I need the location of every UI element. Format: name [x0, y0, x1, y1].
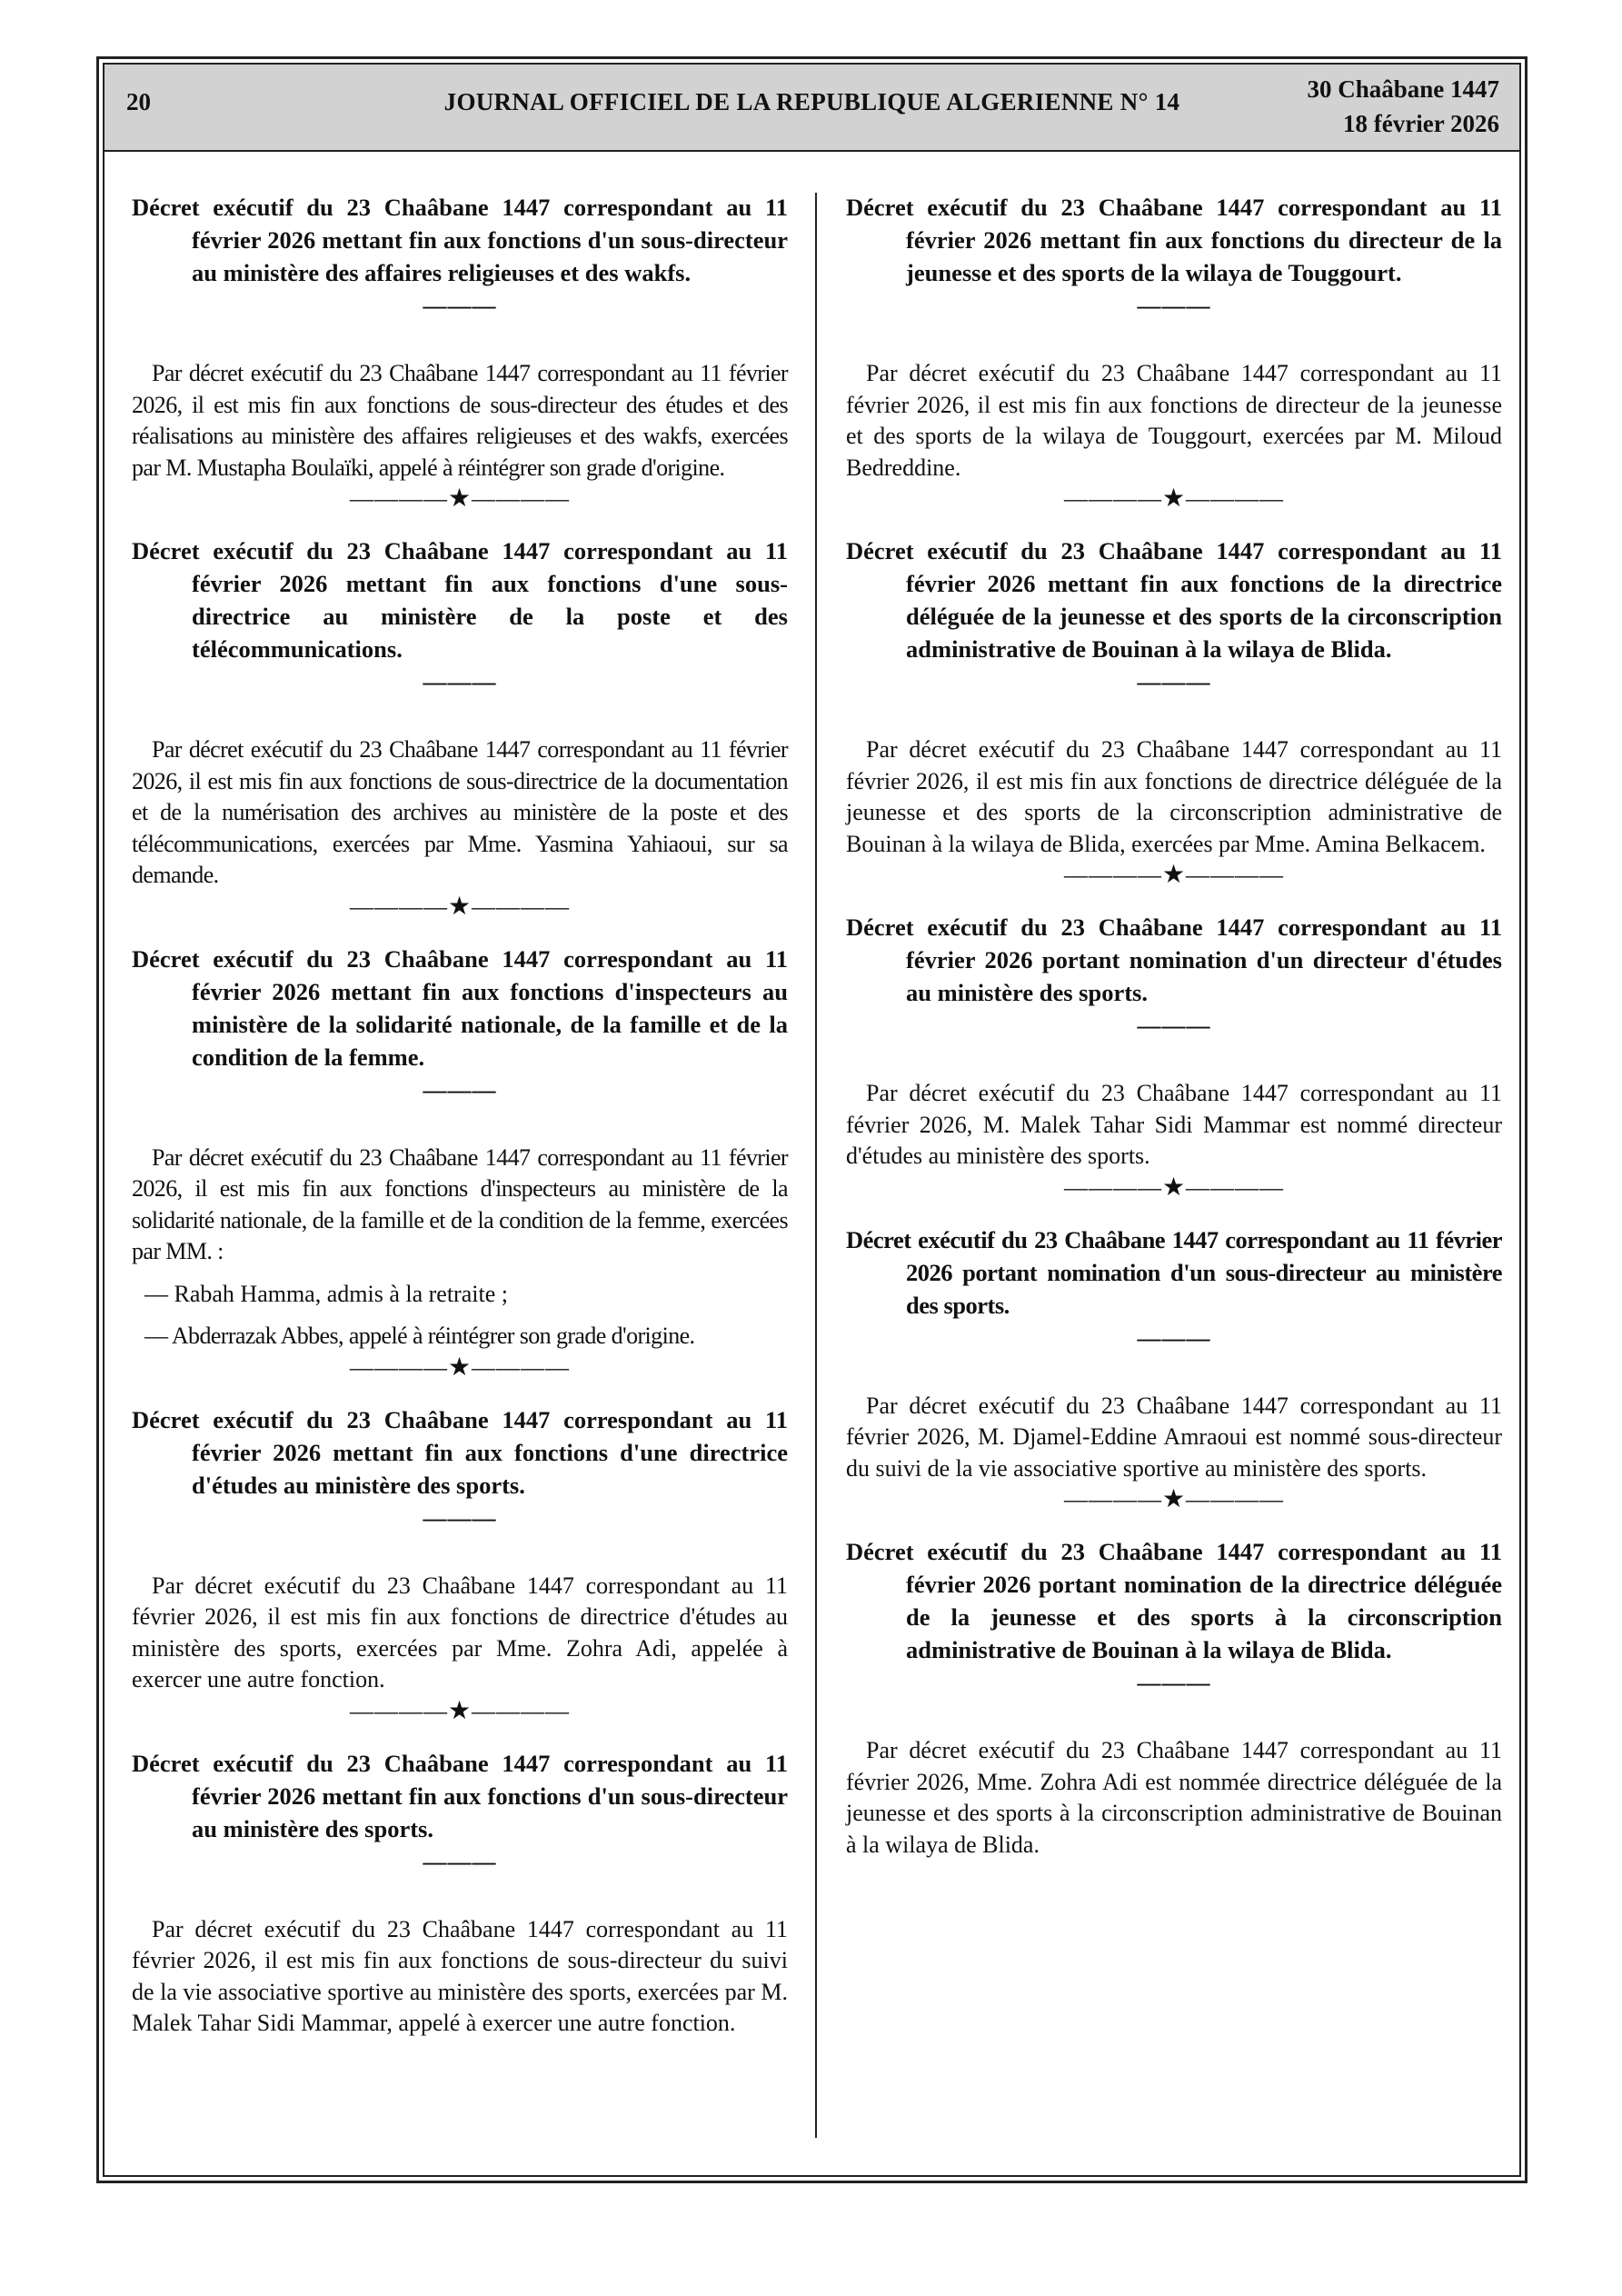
- title-dash: ———: [423, 1848, 497, 1875]
- separator-line: ————: [1063, 485, 1162, 512]
- decree-body: Par décret exécutif du 23 Chaâbane 1447 correspondant au 11 février 2026, M. Djamel-Eddine Amraoui est nommé sous-directeur du suivi de la vie associative sportive au ministère des sports.: [846, 1392, 1502, 1482]
- title-dash: ———: [1137, 1670, 1211, 1696]
- separator-line: ————: [349, 485, 448, 512]
- decree-body: Par décret exécutif du 23 Chaâbane 1447 correspondant au 11 février 2026, Mme. Zohra Adi est nommée directrice déléguée de la jeunesse et des sports à la circonscription administrative de Bouinan à la wilaya de Blida.: [846, 1737, 1502, 1858]
- separator-line: ————: [1186, 1486, 1285, 1512]
- decree-separator: [132, 1698, 788, 1725]
- decree-separator: [846, 1174, 1502, 1202]
- separator-line: ————: [472, 485, 571, 512]
- separator-line: ————: [1063, 1486, 1162, 1512]
- decree-body: Par décret exécutif du 23 Chaâbane 1447 correspondant au 11 février 2026, il est mis fin aux fonctions de directrice déléguée de la jeunesse et des sports de la circonscription administrative de Bouinan à la wilaya de Blida, exercées par Mme. Amina Belkacem.: [846, 736, 1502, 857]
- separator-line: ————: [1186, 862, 1285, 888]
- star-icon: ★: [1161, 1173, 1187, 1202]
- page-number: 20: [126, 88, 151, 115]
- left-column: [132, 191, 788, 2040]
- decree: [846, 1535, 1502, 1861]
- decree-body: Par décret exécutif du 23 Chaâbane 1447 correspondant au 11 février 2026, il est mis fin aux fonctions d'inspecteurs au ministère de la solidarité nationale, de la famille et de la condition de la femme, exercées par MM. :: [132, 1143, 788, 1264]
- decree-separator: [846, 862, 1502, 889]
- decree-title: Décret exécutif du 23 Chaâbane 1447 correspondant au 11 février 2026 portant nomination d'un directeur d'études au ministère des sports.: [846, 913, 1502, 1006]
- decree: [132, 1403, 788, 1696]
- star-icon: ★: [447, 1353, 473, 1382]
- title-dash: ———: [1137, 1013, 1211, 1039]
- title-dash: ———: [1137, 1324, 1211, 1352]
- decree-title: Décret exécutif du 23 Chaâbane 1447 correspondant au 11 février 2026 mettant fin aux fonctions d'inspecteurs au ministère de la solidarité nationale, de la famille et de la condition de la femme.: [132, 944, 788, 1071]
- title-dash: ———: [423, 293, 497, 319]
- decree-body: Par décret exécutif du 23 Chaâbane 1447 correspondant au 11 février 2026, M. Malek Tahar Sidi Mammar est nommé directeur d'études au ministère des sports.: [846, 1080, 1502, 1169]
- decree-body: Par décret exécutif du 23 Chaâbane 1447 correspondant au 11 février 2026, il est mis fin aux fonctions de sous-directrice de la documentation et de la numérisation des archives au ministère de la poste et des télécommunications, exercées par Mme. Yasmina Yahiaoui, sur sa demande.: [132, 736, 788, 888]
- separator-line: ————: [349, 1697, 448, 1724]
- decree-title: Décret exécutif du 23 Chaâbane 1447 correspondant au 11 février 2026 mettant fin aux fonctions d'un sous-directeur au ministère des affaires religieuses et des wakfs.: [132, 194, 788, 286]
- title-dash: ———: [1137, 293, 1211, 319]
- date-gregorian: 18 février 2026: [1343, 110, 1499, 137]
- list-item: — Rabah Hamma, admis à la retraite ;: [144, 1280, 508, 1307]
- decree: [846, 534, 1502, 860]
- decree-title: Décret exécutif du 23 Chaâbane 1447 correspondant au 11 février 2026 portant nomination de la directrice déléguée de la jeunesse et des sports à la circonscription administrative de Bouinan à la wilaya de Blida.: [846, 1538, 1502, 1663]
- title-dash: ———: [423, 1076, 497, 1103]
- decree-title: Décret exécutif du 23 Chaâbane 1447 correspondant au 11 février 2026 mettant fin aux fonctions d'un sous-directeur au ministère des sports.: [132, 1749, 788, 1842]
- separator-line: ————: [472, 893, 571, 920]
- title-dash: ———: [423, 669, 497, 695]
- column-divider: [815, 193, 817, 2138]
- decree-title: Décret exécutif du 23 Chaâbane 1447 correspondant au 11 février 2026 portant nomination d'un sous-directeur au ministère des sports.: [846, 1225, 1502, 1319]
- decree: [132, 943, 788, 1353]
- decree-body: Par décret exécutif du 23 Chaâbane 1447 correspondant au 11 février 2026, il est mis fin aux fonctions de sous-directeur des études et des réalisations au ministère des affaires religieuses et des wakfs, exercées par M. Mustapha Boulaïki, appelé à réintégrer son grade d'origine.: [132, 360, 788, 481]
- decree: [846, 1223, 1502, 1485]
- decree-separator: [132, 1354, 788, 1382]
- list-item: — Abderrazak Abbes, appelé à réintégrer son grade d'origine.: [144, 1323, 695, 1349]
- separator-line: ————: [349, 1353, 448, 1381]
- decree-title: Décret exécutif du 23 Chaâbane 1447 correspondant au 11 février 2026 mettant fin aux fonctions de la directrice déléguée de la jeunesse et des sports de la circonscription administrative de Bouinan à la wilaya de Blida.: [846, 537, 1502, 663]
- separator-line: ————: [1186, 485, 1285, 512]
- issue-date: [1307, 72, 1499, 141]
- star-icon: ★: [447, 892, 473, 921]
- star-icon: ★: [1161, 484, 1187, 513]
- separator-line: ————: [472, 1697, 571, 1724]
- decree-body: Par décret exécutif du 23 Chaâbane 1447 correspondant au 11 février 2026, il est mis fin aux fonctions de sous-directeur du suivi de la vie associative sportive au ministère des sports, exercées par M. Malek Tahar Sidi Mammar, appelé à exercer une autre fonction.: [132, 1915, 788, 2036]
- decree-separator: [846, 485, 1502, 513]
- decree: [846, 911, 1502, 1173]
- star-icon: ★: [447, 1696, 473, 1725]
- journal-title: JOURNAL OFFICIEL DE LA REPUBLIQUE ALGERIENNE N° 14: [443, 88, 1180, 115]
- title-dash: ———: [423, 1504, 497, 1532]
- decree: [132, 1747, 788, 2040]
- star-icon: ★: [1161, 861, 1187, 889]
- decree-body: Par décret exécutif du 23 Chaâbane 1447 correspondant au 11 février 2026, il est mis fin aux fonctions de directeur de la jeunesse et des sports de la wilaya de Touggourt, exercées par M. Miloud Bedreddine.: [846, 360, 1502, 481]
- separator-line: ————: [1063, 1173, 1162, 1201]
- separator-line: ————: [349, 893, 448, 920]
- separator-line: ————: [1186, 1173, 1285, 1201]
- right-column: [846, 191, 1502, 1861]
- separator-line: ————: [472, 1353, 571, 1381]
- title-dash: ———: [1137, 669, 1211, 695]
- star-icon: ★: [447, 484, 473, 513]
- decree: [132, 534, 788, 892]
- decree-title: Décret exécutif du 23 Chaâbane 1447 correspondant au 11 février 2026 mettant fin aux fonctions d'une directrice d'études au ministère des sports.: [132, 1405, 788, 1499]
- separator-line: ————: [1063, 862, 1162, 888]
- star-icon: ★: [1161, 1485, 1187, 1513]
- decree-title: Décret exécutif du 23 Chaâbane 1447 correspondant au 11 février 2026 mettant fin aux fonctions du directeur de la jeunesse et des sports de la wilaya de Touggourt.: [846, 194, 1502, 286]
- decree: [846, 191, 1502, 484]
- decree: [132, 191, 788, 484]
- decree-separator: [846, 1486, 1502, 1513]
- decree-separator: [132, 893, 788, 921]
- journal-header: [104, 65, 1519, 152]
- date-hijri: 30 Chaâbane 1447: [1307, 75, 1499, 103]
- decree-body: Par décret exécutif du 23 Chaâbane 1447 correspondant au 11 février 2026, il est mis fin aux fonctions de directrice d'études au ministère des sports, exercées par Mme. Zohra Adi, appelée à exercer une autre fonction.: [132, 1572, 788, 1692]
- decree-separator: [132, 485, 788, 513]
- decree-title: Décret exécutif du 23 Chaâbane 1447 correspondant au 11 février 2026 mettant fin aux fonctions d'une sous-directrice au ministère de la poste et des télécommunications.: [132, 537, 788, 663]
